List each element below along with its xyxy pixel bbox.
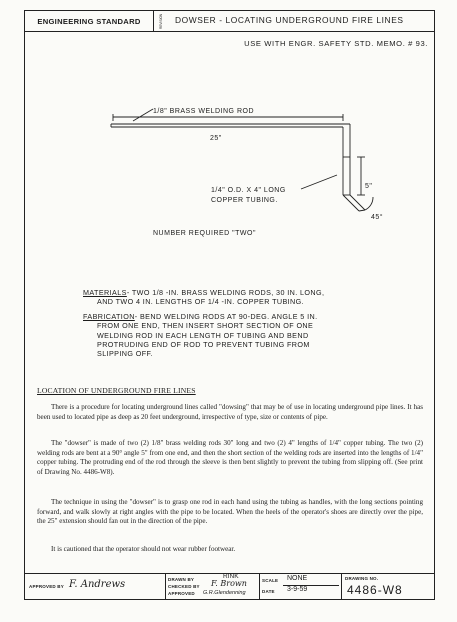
bent-tip-left — [343, 195, 359, 211]
drawing-number-label: DRAWING NO. — [345, 576, 379, 581]
materials-head: MATERIALS — [83, 288, 127, 297]
fabrication-line-2: FROM ONE END, THEN INSERT SHORT SECTION OF ONE — [97, 321, 314, 331]
paragraph-1: There is a procedure for locating underground lines called "dowsing" that may be of use in locating underground pipe lines. It has been used to located pipe as deep as 20 feet underground, irrespective of type, size or contents of pipe. — [37, 403, 423, 421]
number-required-label: NUMBER REQUIRED "TWO" — [153, 230, 256, 237]
approved-by-cell — [25, 574, 166, 599]
document-title: DOWSER - LOCATING UNDERGROUND FIRE LINES — [175, 15, 404, 25]
fabrication-line-4: PROTRUDING END OF ROD TO PREVENT TUBING FROM — [97, 340, 310, 350]
date-value: 3-9-59 — [287, 586, 308, 593]
standard-label: ENGINEERING STANDARD — [25, 11, 154, 31]
length-label: 25" — [210, 135, 222, 142]
fabrication-head: FABRICATION — [83, 311, 135, 321]
materials-row — [83, 288, 423, 307]
materials-line-1: - TWO 1/8 -IN. BRASS WELDING RODS, 30 IN. LONG, — [126, 288, 325, 297]
drawn-by-value: RINK — [223, 573, 239, 580]
scale-date-cell — [259, 574, 342, 599]
title-block-header — [25, 11, 434, 32]
drawing-number-value: 4486-W8 — [347, 583, 403, 597]
fabrication-row — [83, 312, 423, 359]
checked-by-label: CHECKED BY — [168, 584, 200, 589]
angle-label: 45° — [371, 214, 384, 221]
checked-by-signature: F. Brown — [211, 579, 247, 588]
approved-name: G.R.Glendenning — [203, 590, 246, 596]
fabrication-line-5: SLIPPING OFF. — [97, 349, 153, 359]
approved-by-signature: F. Andrews — [69, 579, 126, 590]
paragraph-4: It is cautioned that the operator should not wear rubber footwear. — [51, 545, 236, 553]
location-section-title: LOCATION OF UNDERGROUND FIRE LINES — [37, 386, 196, 395]
approved-by-label: APPROVED BY — [29, 584, 64, 589]
dowser-diagram — [25, 71, 436, 271]
tubing-leader-line — [301, 175, 337, 189]
height-label: 5" — [365, 183, 373, 190]
fabrication-line-1: - BEND WELDING RODS AT 90-DEG. ANGLE 5 IN. — [134, 311, 318, 321]
rod-leader-line — [133, 109, 153, 121]
tubing-label-1: 1/4" O.D. X 4" LONG — [211, 187, 286, 194]
scale-label: SCALE — [262, 578, 279, 583]
drawn-checked-cell — [165, 574, 260, 599]
drawn-by-label: DRAWN BY — [168, 577, 195, 582]
paragraph-3: The technique in using the "dowser" is to grasp one rod in each hand using the tubing as handles, with the long sections pointing forward, and walk slowly at right angles with the pipe to be located. When the heels of the operator's shoes are directly over the pipe, the 25" extension should fan out in the direction of the pipe. — [37, 498, 423, 525]
angle-arc — [365, 197, 373, 210]
materials-line-2: AND TWO 4 IN. LENGTHS OF 1/4 -IN. COPPER TUBING. — [97, 297, 305, 307]
revision-label: REVISION — [153, 11, 168, 31]
date-label: DATE — [262, 589, 275, 594]
bent-tip-right — [350, 195, 365, 210]
materials-block — [83, 288, 423, 364]
title-block-footer — [25, 573, 434, 599]
paragraph-2: The "dowser" is made of two (2) 1/8" brass welding rods 30" long and two (2) 4" lengths of 1/4" copper tubing. The two (2) welding rods are bent at a 90° angle 5" from one end, and then the short section of the welding rods are inserted into the lengths of 1/4" copper tubing. The protruding end of the rod through the sleeve is then bent slightly to prevent the tubing from slipping off. (See print of Drawing No. 4486-W8). — [37, 439, 423, 476]
document-subtitle: USE WITH ENGR. SAFETY STD. MEMO. # 93. — [244, 39, 428, 48]
drawing-number-cell — [341, 574, 436, 599]
approved-label: APPROVED — [168, 591, 195, 596]
scale-value: NONE — [287, 575, 308, 582]
tubing-label-2: COPPER TUBING. — [211, 197, 278, 204]
fabrication-line-3: WELDING ROD IN EACH LENGTH OF TUBING AND BEND — [97, 330, 309, 340]
rod-label: 1/8" BRASS WELDING ROD — [153, 108, 255, 115]
drawing-sheet — [24, 10, 435, 600]
